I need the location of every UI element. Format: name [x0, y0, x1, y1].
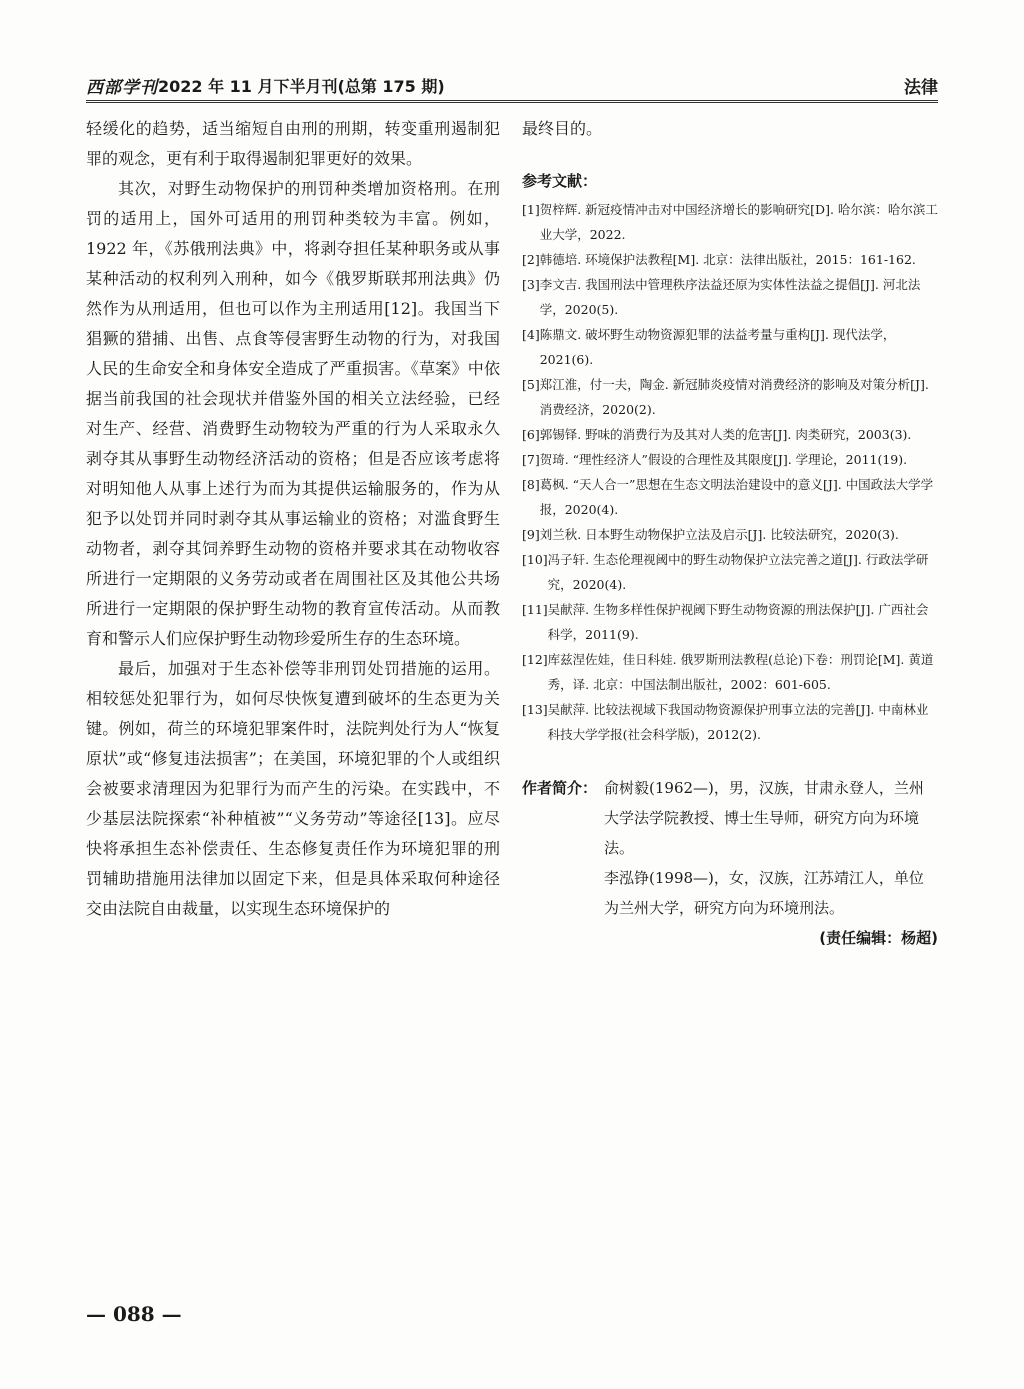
reference-number: [8] [522, 477, 540, 492]
reference-item [522, 422, 938, 447]
reference-item [522, 447, 938, 472]
reference-text: 吴献萍. 比较法视域下我国动物资源保护刑事立法的完善[J]. 中南林业科技大学学报(社会科学版)，2012(2). [547, 702, 929, 742]
reference-text: 贺梓辉. 新冠疫情冲击对中国经济增长的影响研究[D]. 哈尔滨：哈尔滨工业大学，2022. [539, 202, 938, 242]
author-1: 俞树毅(1962—)，男，汉族，甘肃永登人，兰州大学法学院教授、博士生导师，研究方向为环境法。 [604, 779, 924, 857]
reference-text: 郭锡铎. 野味的消费行为及其对人类的危害[J]. 肉类研究，2003(3). [539, 427, 912, 442]
references-title: 参考文献： [522, 172, 598, 190]
reference-number: [11] [522, 602, 548, 617]
reference-item [522, 697, 938, 747]
reference-item [522, 522, 938, 547]
paragraph-continuation: 最终目的。 [522, 119, 603, 138]
reference-text: 李文吉. 我国刑法中管理秩序法益还原为实体性法益之提倡[J]. 河北法学，2020(5). [539, 277, 921, 317]
author-2: 李泓铮(1998—)，女，汉族，江苏靖江人，单位为兰州大学，研究方向为环境刑法。 [604, 869, 924, 917]
reference-text: 库兹涅佐娃，佳日科娃. 俄罗斯刑法教程(总论)下卷：刑罚论[M]. 黄道秀，译. 北京：中国法制出版社，2002：601-605. [547, 652, 934, 692]
paragraph-3: 最后，加强对于生态补偿等非刑罚处罚措施的运用。相较惩处犯罪行为，如何尽快恢复遭到破坏的生态更为关键。例如，荷兰的环境犯罪案件时，法院判处行为人“恢复原状”或“修复违法损害”；在美国，环境犯罪的个人或组织会被要求清理因为犯罪行为而产生的污染。在实践中，不少基层法院探索“补种植被”“义务劳动”等途径[13]。应尽快将承担生态补偿责任、生态修复责任作为环境犯罪的刑罚辅助措施用法律加以固定下来，但是具体采取何种途径交由法院自由裁量，以实现生态环境保护的 [86, 659, 500, 918]
reference-text: 韩德培. 环境保护法教程[M]. 北京：法律出版社，2015：161-162. [539, 252, 916, 267]
left-column [86, 114, 500, 924]
reference-item [522, 472, 938, 522]
reference-text: 贺琦. “理性经济人”假设的合理性及其限度[J]. 学理论，2011(19). [539, 452, 908, 467]
references-list [522, 197, 938, 747]
reference-item [522, 547, 938, 597]
reference-number: [3] [522, 277, 540, 292]
section-title: 法律 [904, 78, 938, 98]
issue-info: 2022 年 11 月下半月刊(总第 175 期) [158, 77, 445, 96]
reference-text: 陈鼎文. 破坏野生动物资源犯罪的法益考量与重构[J]. 现代法学，2021(6). [539, 327, 896, 367]
right-column [522, 114, 938, 953]
paragraph-2: 其次，对野生动物保护的刑罚种类增加资格刑。在刑罚的适用上，国外可适用的刑罚种类较为丰富。例如，1922 年，《苏俄刑法典》中，将剥夺担任某种职务或从事某种活动的权利列入刑种，如今《俄罗斯联邦刑法典》仍然作为从刑适用，但也可以作为主刑适用[12]。我国当下猖獗的猎捕、出售、点食等侵害野生动物的行为，对我国人民的生命安全和身体安全造成了严重损害。《草案》中依据当前我国的社会现状并借鉴外国的相关立法经验，已经对生产、经营、消费野生动物较为严重的行为人采取永久剥夺其从事野生动物经济活动的资格；但是否应该考虑将对明知他人从事上述行为而为其提供运输服务的，作为从犯予以处罚并同时剥夺其从事运输业的资格；对滥食野生动物者，剥夺其饲养野生动物的资格并要求其在动物收容所进行一定期限的义务劳动或者在周围社区及其他公共场所进行一定期限的保护野生动物的教育宣传活动。从而教育和警示人们应保护野生动物珍爱所生存的生态环境。 [86, 179, 500, 648]
author-label: 作者简介： [522, 779, 598, 797]
reference-item [522, 322, 938, 372]
reference-item [522, 647, 938, 697]
reference-number: [9] [522, 527, 540, 542]
reference-item [522, 247, 938, 272]
reference-text: 葛枫. “天人合一”思想在生态文明法治建设中的意义[J]. 中国政法大学学报，2020(4). [539, 477, 934, 517]
reference-number: [13] [522, 702, 548, 717]
reference-number: [5] [522, 377, 540, 392]
author-info [522, 773, 938, 953]
reference-item [522, 272, 938, 322]
journal-logo: 西部学刊 [86, 78, 158, 98]
reference-number: [10] [522, 552, 548, 567]
reference-text: 郑江淮，付一夫，陶金. 新冠肺炎疫情对消费经济的影响及对策分析[J]. 消费经济，2020(2). [539, 377, 929, 417]
paragraph-1: 轻缓化的趋势，适当缩短自由刑的刑期，转变重刑遏制犯罪的观念，更有利于取得遏制犯罪更好的效果。 [86, 119, 500, 168]
reference-number: [12] [522, 652, 548, 667]
reference-item [522, 597, 938, 647]
page-number: — 088 — [86, 1302, 182, 1326]
reference-item [522, 197, 938, 247]
reference-number: [6] [522, 427, 540, 442]
header-rule [86, 100, 938, 103]
editor-credit: (责任编辑：杨超) [819, 929, 938, 947]
reference-item [522, 372, 938, 422]
reference-number: [7] [522, 452, 540, 467]
reference-number: [1] [522, 202, 540, 217]
reference-number: [4] [522, 327, 540, 342]
reference-text: 吴献萍. 生物多样性保护视阈下野生动物资源的刑法保护[J]. 广西社会科学，2011(9). [547, 602, 929, 642]
reference-text: 冯子轩. 生态伦理视阈中的野生动物保护立法完善之道[J]. 行政法学研究，2020(4). [547, 552, 929, 592]
reference-number: [2] [522, 252, 540, 267]
reference-text: 刘兰秋. 日本野生动物保护立法及启示[J]. 比较法研究，2020(3). [539, 527, 899, 542]
